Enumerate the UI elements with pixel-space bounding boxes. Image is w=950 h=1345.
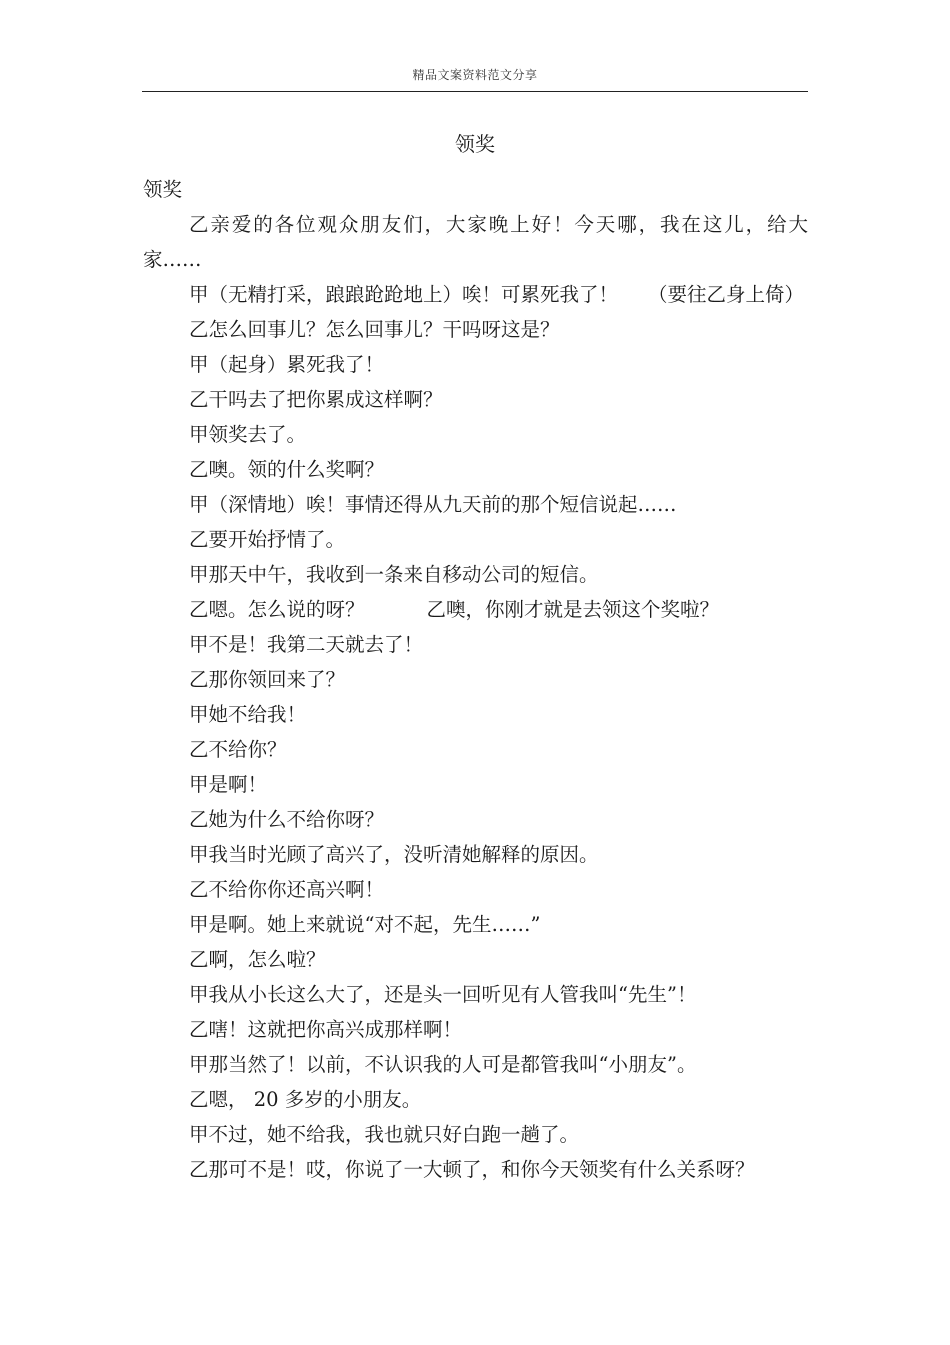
dialogue-line: 甲她不给我！ [189,703,307,726]
dialogue-line: 乙嗐！这就把你高兴成那样啊！ [189,1018,463,1041]
document-body [143,172,808,1187]
dialogue-text: 乙嗯。怎么说的呀？ [189,598,365,621]
dialogue-line: 甲我当时光顾了高兴了，没听清她解释的原因。 [189,843,599,866]
document-title: 领奖 [455,132,495,156]
dialogue-line: 甲是啊。她上来就说“对不起，先生……” [189,913,541,936]
dialogue-line: 甲（起身）累死我了！ [189,353,385,376]
page-header: 精品文案资料范文分享 [412,68,538,82]
dialogue-line: 乙噢。领的什么奖啊？ [189,458,385,481]
paragraph: 乙亲爱的各位观众朋友们，大家晚上好！今天哪，我在这儿，给大家…… [143,213,808,271]
dialogue-line: 甲那天中午，我收到一条来自移动公司的短信。 [189,563,599,586]
dialogue-line: 甲我从小长这么大了，还是头一回听见有人管我叫“先生”！ [189,983,697,1006]
dialogue-line: 甲（深情地）唉！事情还得从九天前的那个短信说起…… [189,493,677,516]
dialogue-line [143,592,808,627]
dialogue-line: 乙那可不是！哎，你说了一大顿了，和你今天领奖有什么关系呀？ [189,1158,755,1181]
paragraph-text: 甲（无精打采，踉踉跄跄地上）唉！可累死我了！ [189,283,619,306]
dialogue-line: 甲是啊！ [189,773,268,796]
dialogue-line: 甲不过，她不给我，我也就只好白跑一趟了。 [189,1123,580,1146]
dialogue-line: 乙怎么回事儿？怎么回事儿？干吗呀这是？ [189,318,560,341]
dialogue-line: 乙干吗去了把你累成这样啊？ [189,388,443,411]
dialogue-text: 乙噢，你刚才就是去领这个奖啦？ [426,598,720,621]
paragraph [143,277,808,312]
dialogue-line: 甲那当然了！以前，不认识我的人可是都管我叫“小朋友”。 [189,1053,697,1076]
dialogue-line: 甲领奖去了。 [189,423,307,446]
dialogue-line: 乙她为什么不给你呀？ [189,808,385,831]
dialogue-line: 乙不给你？ [189,738,287,761]
header-divider [142,91,808,92]
dialogue-line: 乙不给你你还高兴啊！ [189,878,385,901]
dialogue-line: 乙要开始抒情了。 [189,528,346,551]
dialogue-line: 甲不是！我第二天就去了！ [189,633,424,656]
dialogue-line: 乙啊，怎么啦？ [189,948,326,971]
dialogue-line: 乙那你领回来了？ [189,668,346,691]
paragraph-text: （要往乙身上倚） [648,283,805,306]
dialogue-line: 乙嗯， 20 多岁的小朋友。 [189,1088,422,1111]
section-heading: 领奖 [143,178,183,201]
